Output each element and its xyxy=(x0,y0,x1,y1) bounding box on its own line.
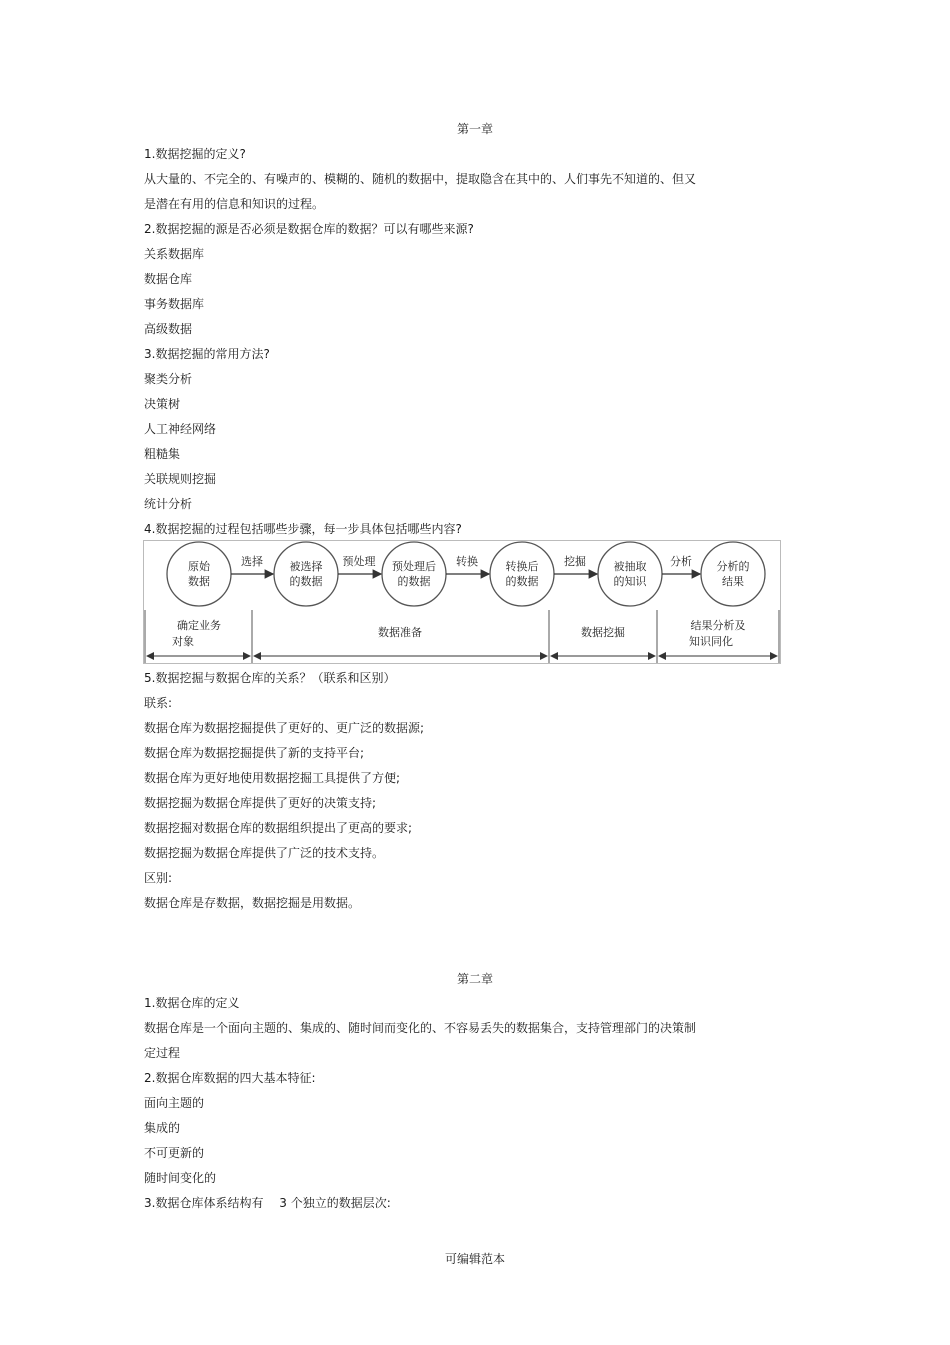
source-item: 事务数据库 xyxy=(144,297,205,311)
edge-select xyxy=(231,554,273,574)
node-label: 预处理后 xyxy=(392,560,436,573)
question-2: 2.数据挖掘的源是否必须是数据仓库的数据？可以有哪些来源? xyxy=(144,222,474,236)
edge-label: 分析 xyxy=(670,555,692,568)
page-footer: 可编辑范本 xyxy=(444,1252,505,1266)
node-label: 的数据 xyxy=(289,575,323,588)
chapter2-answer-1-line-2: 定过程 xyxy=(144,1046,181,1060)
relation-item: 数据仓库为数据挖掘提供了更好的、更广泛的数据源; xyxy=(144,721,425,735)
node-label: 被选择 xyxy=(289,560,323,573)
node-transformed-data xyxy=(490,542,554,606)
chapter2-title: 第二章 xyxy=(456,972,493,986)
method-item: 人工神经网络 xyxy=(144,422,217,436)
answer-1-line-2: 是潜在有用的信息和知识的过程。 xyxy=(144,197,325,211)
edge-label: 选择 xyxy=(241,555,263,568)
feature-item: 集成的 xyxy=(144,1121,181,1135)
relation-item: 数据仓库为更好地使用数据挖掘工具提供了方便; xyxy=(144,771,401,785)
source-item: 关系数据库 xyxy=(144,247,205,261)
relation-label: 联系: xyxy=(144,696,173,710)
node-analysis-result xyxy=(701,542,765,606)
relation-item: 数据挖掘为数据仓库提供了广泛的技术支持。 xyxy=(144,846,385,860)
chapter2-answer-1-line-1: 数据仓库是一个面向主题的、集成的、随时间而变化的、不容易丢失的数据集合，支持管理部门的决策制 xyxy=(144,1021,697,1035)
node-label: 数据 xyxy=(188,575,210,588)
question-1: 1.数据挖掘的定义? xyxy=(144,147,246,161)
method-item: 关联规则挖掘 xyxy=(144,472,217,486)
stage-result-analysis xyxy=(689,618,746,648)
answer-1-line-1: 从大量的、不完全的、有噪声的、模糊的、随机的数据中，提取隐含在其中的、人们事先不知道的、但又 xyxy=(144,172,697,186)
method-item: 统计分析 xyxy=(144,497,193,511)
node-preprocessed-data xyxy=(382,542,446,606)
stage-data-preparation xyxy=(378,625,422,639)
difference-text: 数据仓库是存数据，数据挖掘是用数据。 xyxy=(144,896,361,910)
relation-item: 数据仓库为数据挖掘提供了新的支持平台; xyxy=(144,746,365,760)
node-extracted-knowledge xyxy=(598,542,662,606)
method-item: 粗糙集 xyxy=(144,447,181,461)
node-label: 分析的 xyxy=(716,560,750,573)
edge-label: 挖掘 xyxy=(564,555,586,568)
chapter1-title: 第一章 xyxy=(456,122,493,136)
relation-item: 数据挖掘对数据仓库的数据组织提出了更高的要求; xyxy=(144,821,413,835)
feature-item: 面向主题的 xyxy=(144,1096,205,1110)
node-label: 转换后 xyxy=(505,560,539,573)
stage-label: 数据挖掘 xyxy=(581,626,625,639)
stage-label: 数据准备 xyxy=(378,626,422,639)
stage-data-mining xyxy=(581,625,625,639)
method-item: 聚类分析 xyxy=(144,372,193,386)
stage-label: 知识同化 xyxy=(689,635,733,648)
node-label: 的数据 xyxy=(505,575,539,588)
chapter2-question-2: 2.数据仓库数据的四大基本特征: xyxy=(144,1071,316,1085)
feature-item: 随时间变化的 xyxy=(144,1171,217,1185)
question-3: 3.数据挖掘的常用方法? xyxy=(144,347,270,361)
mining-process-diagram xyxy=(143,540,781,664)
node-label: 被抽取 xyxy=(613,560,647,573)
chapter2-question-3: 3.数据仓库体系结构有 3 个独立的数据层次: xyxy=(144,1196,391,1210)
difference-label: 区别: xyxy=(144,871,173,885)
edge-analyze xyxy=(662,554,700,574)
relation-item: 数据挖掘为数据仓库提供了更好的决策支持; xyxy=(144,796,377,810)
node-raw-data xyxy=(167,542,231,606)
node-selected-data xyxy=(274,542,338,606)
stage-label: 结果分析及 xyxy=(690,619,746,632)
stage-define-business xyxy=(172,618,221,648)
edge-mine xyxy=(554,554,597,574)
stage-label: 对象 xyxy=(172,635,194,648)
node-label: 原始 xyxy=(188,560,210,573)
stage-label: 确定业务 xyxy=(177,619,221,632)
edge-preprocess xyxy=(338,554,381,574)
question-4: 4.数据挖掘的过程包括哪些步骤，每一步具体包括哪些内容? xyxy=(144,522,462,536)
source-item: 高级数据 xyxy=(144,322,193,336)
edge-label: 转换 xyxy=(456,555,478,568)
edge-label: 预处理 xyxy=(342,555,376,568)
node-label: 的数据 xyxy=(397,575,431,588)
source-item: 数据仓库 xyxy=(144,272,193,286)
method-item: 决策树 xyxy=(144,397,181,411)
feature-item: 不可更新的 xyxy=(144,1146,205,1160)
process-flow-svg xyxy=(143,540,781,664)
node-label: 结果 xyxy=(722,575,744,588)
edge-transform xyxy=(446,554,489,574)
question-5: 5.数据挖掘与数据仓库的关系？（联系和区别） xyxy=(144,671,396,685)
node-label: 的知识 xyxy=(613,575,647,588)
chapter2-question-1: 1.数据仓库的定义 xyxy=(144,996,240,1010)
